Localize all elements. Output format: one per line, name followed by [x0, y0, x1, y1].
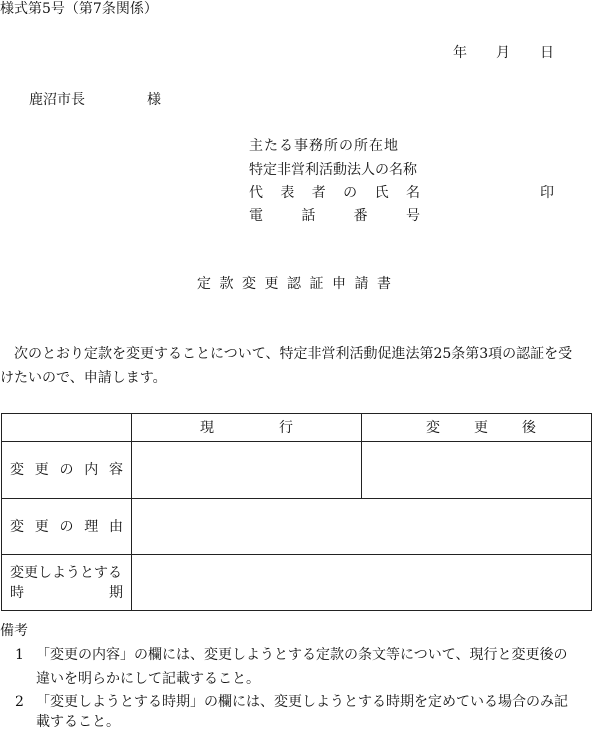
body-text-line1: 次のとおり定款を変更することについて、特定非営利活動促進法第25条第3項の認証を受 [14, 346, 573, 362]
after-content-cell[interactable] [362, 442, 592, 499]
current-content-cell[interactable] [132, 442, 362, 499]
phone-label: 電 話 番 号 [249, 208, 420, 224]
row-time-char-a: 時 [10, 584, 24, 601]
document-title: 定款変更認証申請書 [197, 276, 400, 292]
seal-mark: 印 [540, 185, 554, 201]
header-current: 現 行 [132, 414, 362, 442]
corporation-name-label: 特定非営利活動法人の名称 [249, 162, 417, 178]
change-details-table [1, 413, 592, 611]
reason-cell[interactable] [132, 499, 592, 555]
notes-heading: 備考 [0, 623, 28, 639]
office-location-label: 主たる事務所の所在地 [249, 138, 399, 154]
addressee-name: 鹿沼市長 [29, 92, 85, 108]
row-label-time [2, 555, 132, 611]
note-1-line2: 違いを明らかにして記載すること。 [36, 671, 260, 687]
time-cell[interactable] [132, 555, 592, 611]
body-text-line2: けたいので、申請します。 [0, 370, 167, 386]
row-time-line1: 変更しようとする [10, 564, 122, 581]
date-month: 月 [496, 45, 510, 61]
note-1-number: 1 [15, 647, 24, 663]
note-1-line1: 「変更の内容」の欄には、変更しようとする定款の条文等について、現行と変更後の [36, 647, 568, 663]
note-2-number: 2 [15, 694, 24, 710]
row-time-char-b: 期 [109, 584, 123, 601]
date-year: 年 [453, 45, 467, 61]
row-label-content: 変 更 の 内 容 [2, 442, 132, 499]
representative-label: 代 表 者 の 氏 名 [249, 185, 420, 201]
note-2-line1: 「変更しようとする時期」の欄には、変更しようとする時期を定めている場合のみ記 [36, 694, 568, 710]
header-after: 変 更 後 [362, 414, 592, 442]
addressee-honorific: 様 [147, 92, 161, 108]
form-number: 様式第5号（第7条関係） [0, 1, 158, 17]
header-empty-cell [2, 414, 132, 442]
date-day: 日 [540, 45, 554, 61]
row-label-reason: 変 更 の 理 由 [2, 499, 132, 555]
note-2-line2: 載すること。 [36, 714, 120, 730]
